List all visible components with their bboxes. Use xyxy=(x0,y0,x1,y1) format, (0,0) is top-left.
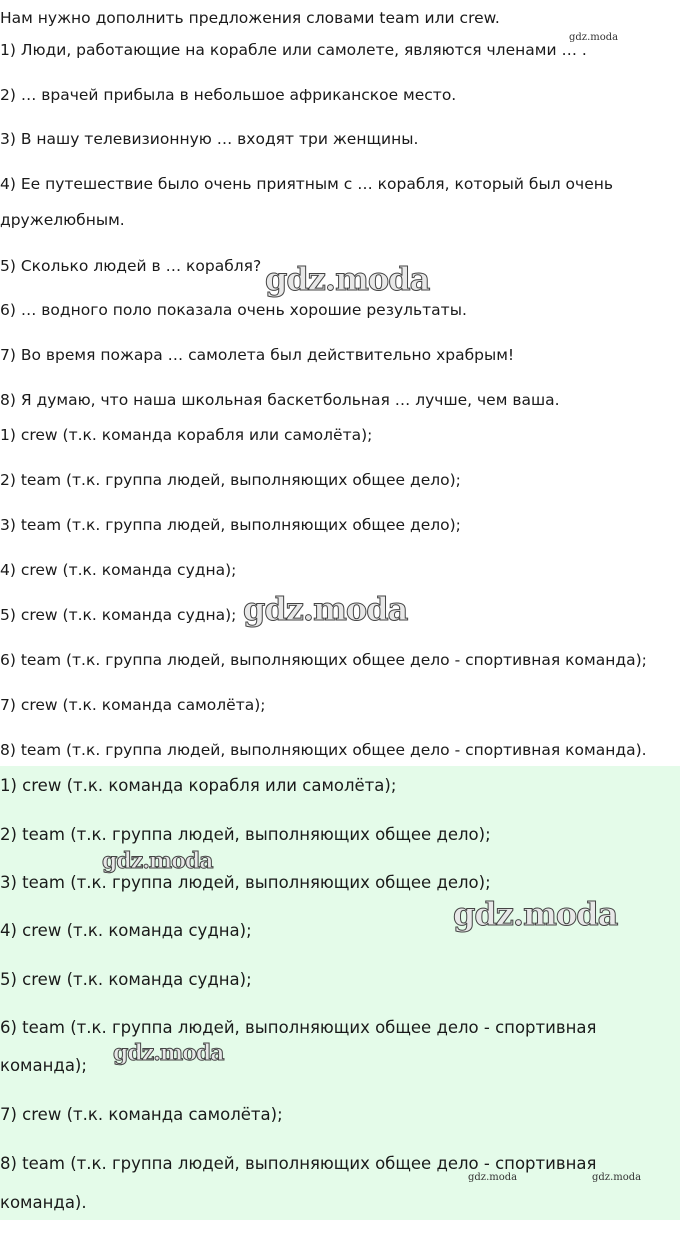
question-8: 8) Я думаю, что наша школьная баскетбольная … лучше, чем ваша. xyxy=(0,391,560,409)
question-4: 4) Ее путешествие было очень приятным с … корабля, который был очень xyxy=(0,175,613,193)
question-1: 1) Люди, работающие на корабле или самолете, являются членами … . xyxy=(0,41,587,59)
question-4-continued: дружелюбным. xyxy=(0,211,125,229)
highlighted-answer-6: 6) team (т.к. группа людей, выполняющих общее дело - спортивная xyxy=(0,1018,597,1037)
answer-2: 2) team (т.к. группа людей, выполняющих общее дело); xyxy=(0,471,461,489)
question-7: 7) Во время пожара … самолета был действительно храбрым! xyxy=(0,346,515,364)
watermark: gdz.moda xyxy=(453,895,618,933)
watermark: gdz.moda xyxy=(113,1040,224,1066)
watermark-small: gdz.moda xyxy=(569,32,619,43)
highlighted-answer-3: 3) team (т.к. группа людей, выполняющих общее дело); xyxy=(0,873,491,892)
question-5: 5) Сколько людей в … корабля? xyxy=(0,257,262,275)
watermark-small: gdz.moda xyxy=(468,1172,518,1183)
answer-4: 4) crew (т.к. команда судна); xyxy=(0,561,237,579)
highlighted-answer-8: 8) team (т.к. группа людей, выполняющих общее дело - спортивная xyxy=(0,1154,597,1173)
highlighted-answer-7: 7) crew (т.к. команда самолёта); xyxy=(0,1105,283,1124)
watermark: gdz.moda xyxy=(243,590,408,628)
answer-5: 5) crew (т.к. команда судна); xyxy=(0,606,237,624)
answer-7: 7) crew (т.к. команда самолёта); xyxy=(0,696,266,714)
answer-3: 3) team (т.к. группа людей, выполняющих общее дело); xyxy=(0,516,461,534)
answer-6: 6) team (т.к. группа людей, выполняющих общее дело - спортивная команда); xyxy=(0,651,647,669)
watermark: gdz.moda xyxy=(265,260,430,298)
highlighted-answer-8-continued: команда). xyxy=(0,1193,87,1212)
highlighted-answer-5: 5) crew (т.к. команда судна); xyxy=(0,970,252,989)
highlighted-answer-4: 4) crew (т.к. команда судна); xyxy=(0,921,252,940)
highlighted-answer-1: 1) crew (т.к. команда корабля или самолёта); xyxy=(0,776,397,795)
question-2: 2) … врачей прибыла в небольшое африканское место. xyxy=(0,86,457,104)
intro-text: Нам нужно дополнить предложения словами team или crew. xyxy=(0,9,500,27)
watermark: gdz.moda xyxy=(102,848,213,874)
answer-8: 8) team (т.к. группа людей, выполняющих общее дело - спортивная команда). xyxy=(0,741,647,759)
question-6: 6) … водного поло показала очень хорошие результаты. xyxy=(0,301,467,319)
question-3: 3) В нашу телевизионную … входят три женщины. xyxy=(0,130,419,148)
highlighted-answer-2: 2) team (т.к. группа людей, выполняющих общее дело); xyxy=(0,825,491,844)
watermark-small: gdz.moda xyxy=(592,1172,642,1183)
answer-1: 1) crew (т.к. команда корабля или самолёта); xyxy=(0,426,373,444)
highlighted-answer-6-continued: команда); xyxy=(0,1056,87,1075)
